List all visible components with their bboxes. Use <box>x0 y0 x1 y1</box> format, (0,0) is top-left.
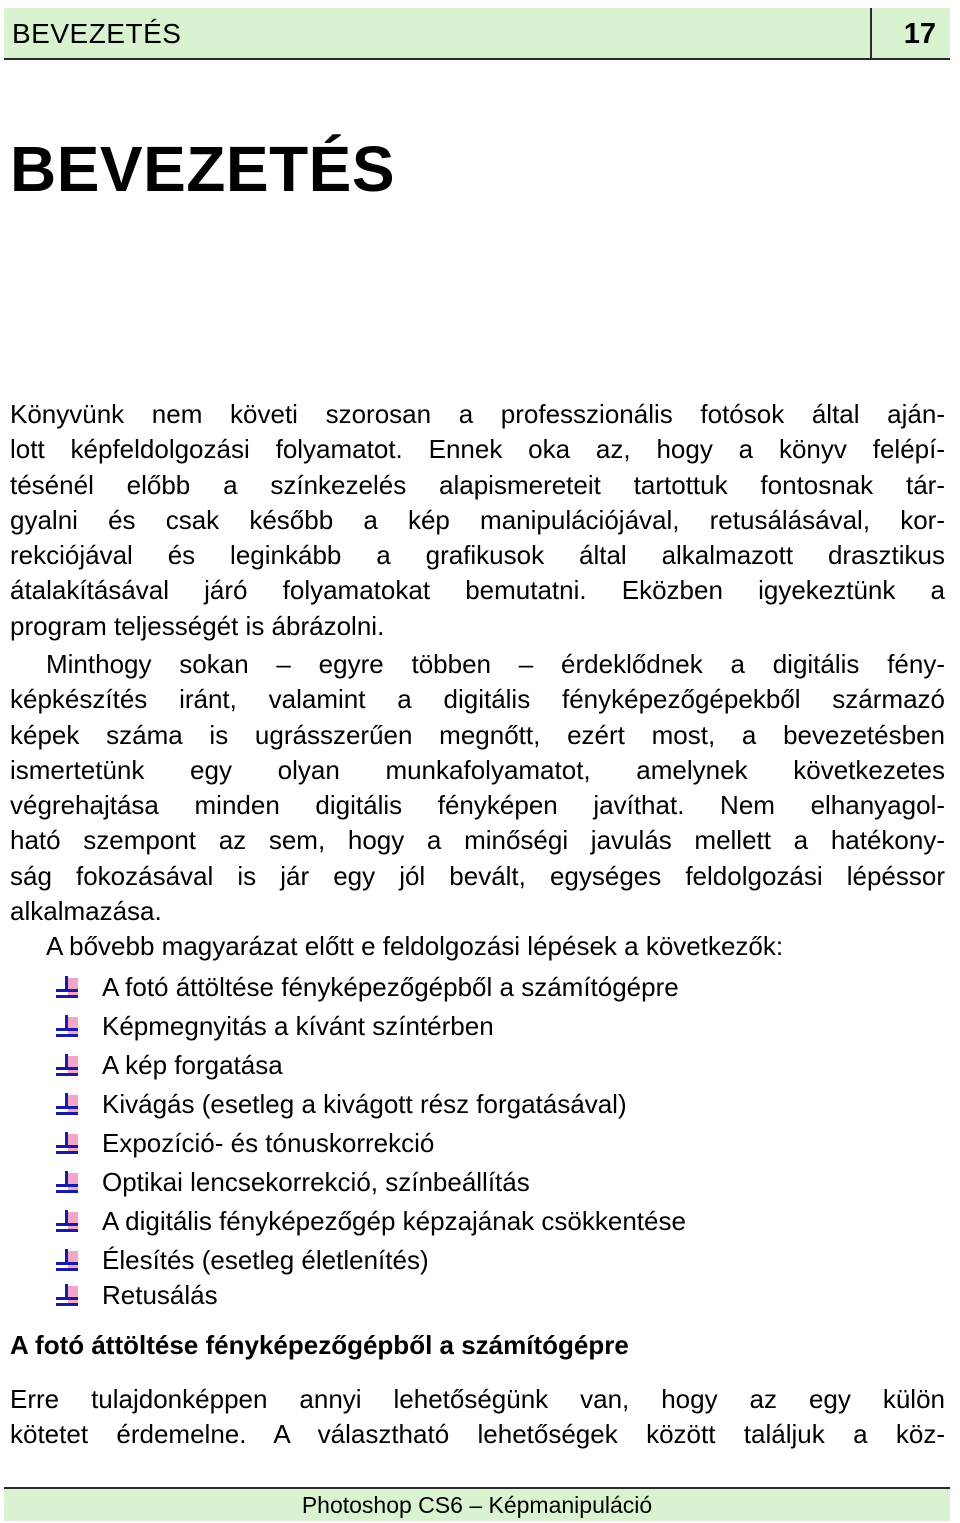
paragraph-line: Minthogy sokan – egyre többen – érdeklődnek a digitális fény- <box>46 649 945 679</box>
list-item <box>52 1163 686 1202</box>
list-item <box>52 1124 686 1163</box>
list-item <box>52 1202 686 1241</box>
paragraph-line: program teljességét is ábrázolni. <box>10 610 385 641</box>
paragraph-line: kötetet érdemelne. A választható lehetőségek között találjuk a köz- <box>10 1419 945 1450</box>
list-item <box>52 1280 686 1310</box>
paragraph-line: ság fokozásával is jár egy jól bevált, egységes feldolgozási lépéssor <box>10 860 945 891</box>
list-item-label: Expozíció- és tónuskorrekció <box>102 1128 435 1158</box>
transfer-paragraph <box>10 1382 945 1453</box>
paragraph-line: ismertetünk egy olyan munkafolyamatot, amelynek következetes <box>10 754 945 785</box>
paragraph-line: lott képfeldolgozási folyamatot. Ennek oka az, hogy a könyv felépí- <box>10 434 945 465</box>
arrow-down-bullet-icon <box>54 1249 82 1273</box>
list-item <box>52 1007 686 1046</box>
paragraph-line: ható szempont az sem, hogy a minőségi javulás mellett a hatékony- <box>10 825 945 856</box>
paragraph-line: képek száma is ugrásszerűen megnőtt, ezért most, a bevezetésben <box>10 719 945 750</box>
list-item-label: Képmegnyitás a kívánt színtérben <box>102 1011 494 1041</box>
arrow-down-bullet-icon <box>54 1093 82 1117</box>
list-item <box>52 1046 686 1085</box>
paragraph-line: Erre tulajdonképpen annyi lehetőségünk van, hogy az egy külön <box>10 1384 945 1414</box>
arrow-down-bullet-icon <box>54 1054 82 1078</box>
list-item-label: Kivágás (esetleg a kivágott rész forgatásával) <box>102 1089 627 1119</box>
list-item-label: A digitális fényképezőgép képzajának csökkentése <box>102 1206 686 1236</box>
paragraph-line: Könyvünk nem követi szorosan a professzionális fotósok által aján- <box>10 399 945 429</box>
workflow-paragraph <box>10 647 945 929</box>
paragraph-line: alkalmazása. <box>10 896 162 927</box>
list-intro <box>10 929 945 964</box>
page-number: 17 <box>903 18 936 50</box>
section-heading: A fotó áttöltése fényképezőgépből a számítógépre <box>10 1330 629 1360</box>
list-item <box>52 1241 686 1280</box>
list-item <box>52 968 686 1007</box>
arrow-down-bullet-icon <box>54 1210 82 1234</box>
list-item-label: Optikai lencsekorrekció, színbeállítás <box>102 1167 530 1197</box>
page-footer <box>4 1487 950 1521</box>
page-header <box>4 8 950 60</box>
paragraph-line: végrehajtása minden digitális fényképen javíthat. Nem elhanyagol- <box>10 790 945 821</box>
list-item-label: Élesítés (esetleg életlenítés) <box>102 1245 429 1275</box>
workflow-steps-list <box>52 968 686 1310</box>
arrow-down-bullet-icon <box>54 1284 82 1308</box>
paragraph-line: átalakításával járó folyamatokat bemutatni. Eközben igyekeztünk a <box>10 575 945 606</box>
paragraph-line: gyalni és csak később a kép manipulációjával, retusálásával, kor- <box>10 504 945 535</box>
intro-paragraph <box>10 397 945 644</box>
arrow-down-bullet-icon <box>54 1132 82 1156</box>
list-item-label: Retusálás <box>102 1280 218 1310</box>
list-item-label: A kép forgatása <box>102 1050 283 1080</box>
arrow-down-bullet-icon <box>54 976 82 1000</box>
paragraph-line: tésénél előbb a színkezelés alapismereteit tartottuk fontosnak tár- <box>10 469 945 500</box>
list-item <box>52 1085 686 1124</box>
footer-book-title: Photoshop CS6 – Képmanipuláció <box>301 1492 653 1518</box>
paragraph-line: rekciójával és leginkább a grafikusok által alkalmazott drasztikus <box>10 540 945 571</box>
arrow-down-bullet-icon <box>54 1171 82 1195</box>
paragraph-line: képkészítés iránt, valamint a digitális fényképezőgépekből származó <box>10 684 945 715</box>
running-header-title: BEVEZETÉS <box>12 18 182 49</box>
arrow-down-bullet-icon <box>54 1015 82 1039</box>
list-item-label: A fotó áttöltése fényképezőgépből a számítógépre <box>102 972 679 1002</box>
header-divider <box>870 8 872 58</box>
list-intro-line: A bővebb magyarázat előtt e feldolgozási lépések a következők: <box>46 931 784 961</box>
chapter-title: BEVEZETÉS <box>10 133 396 205</box>
